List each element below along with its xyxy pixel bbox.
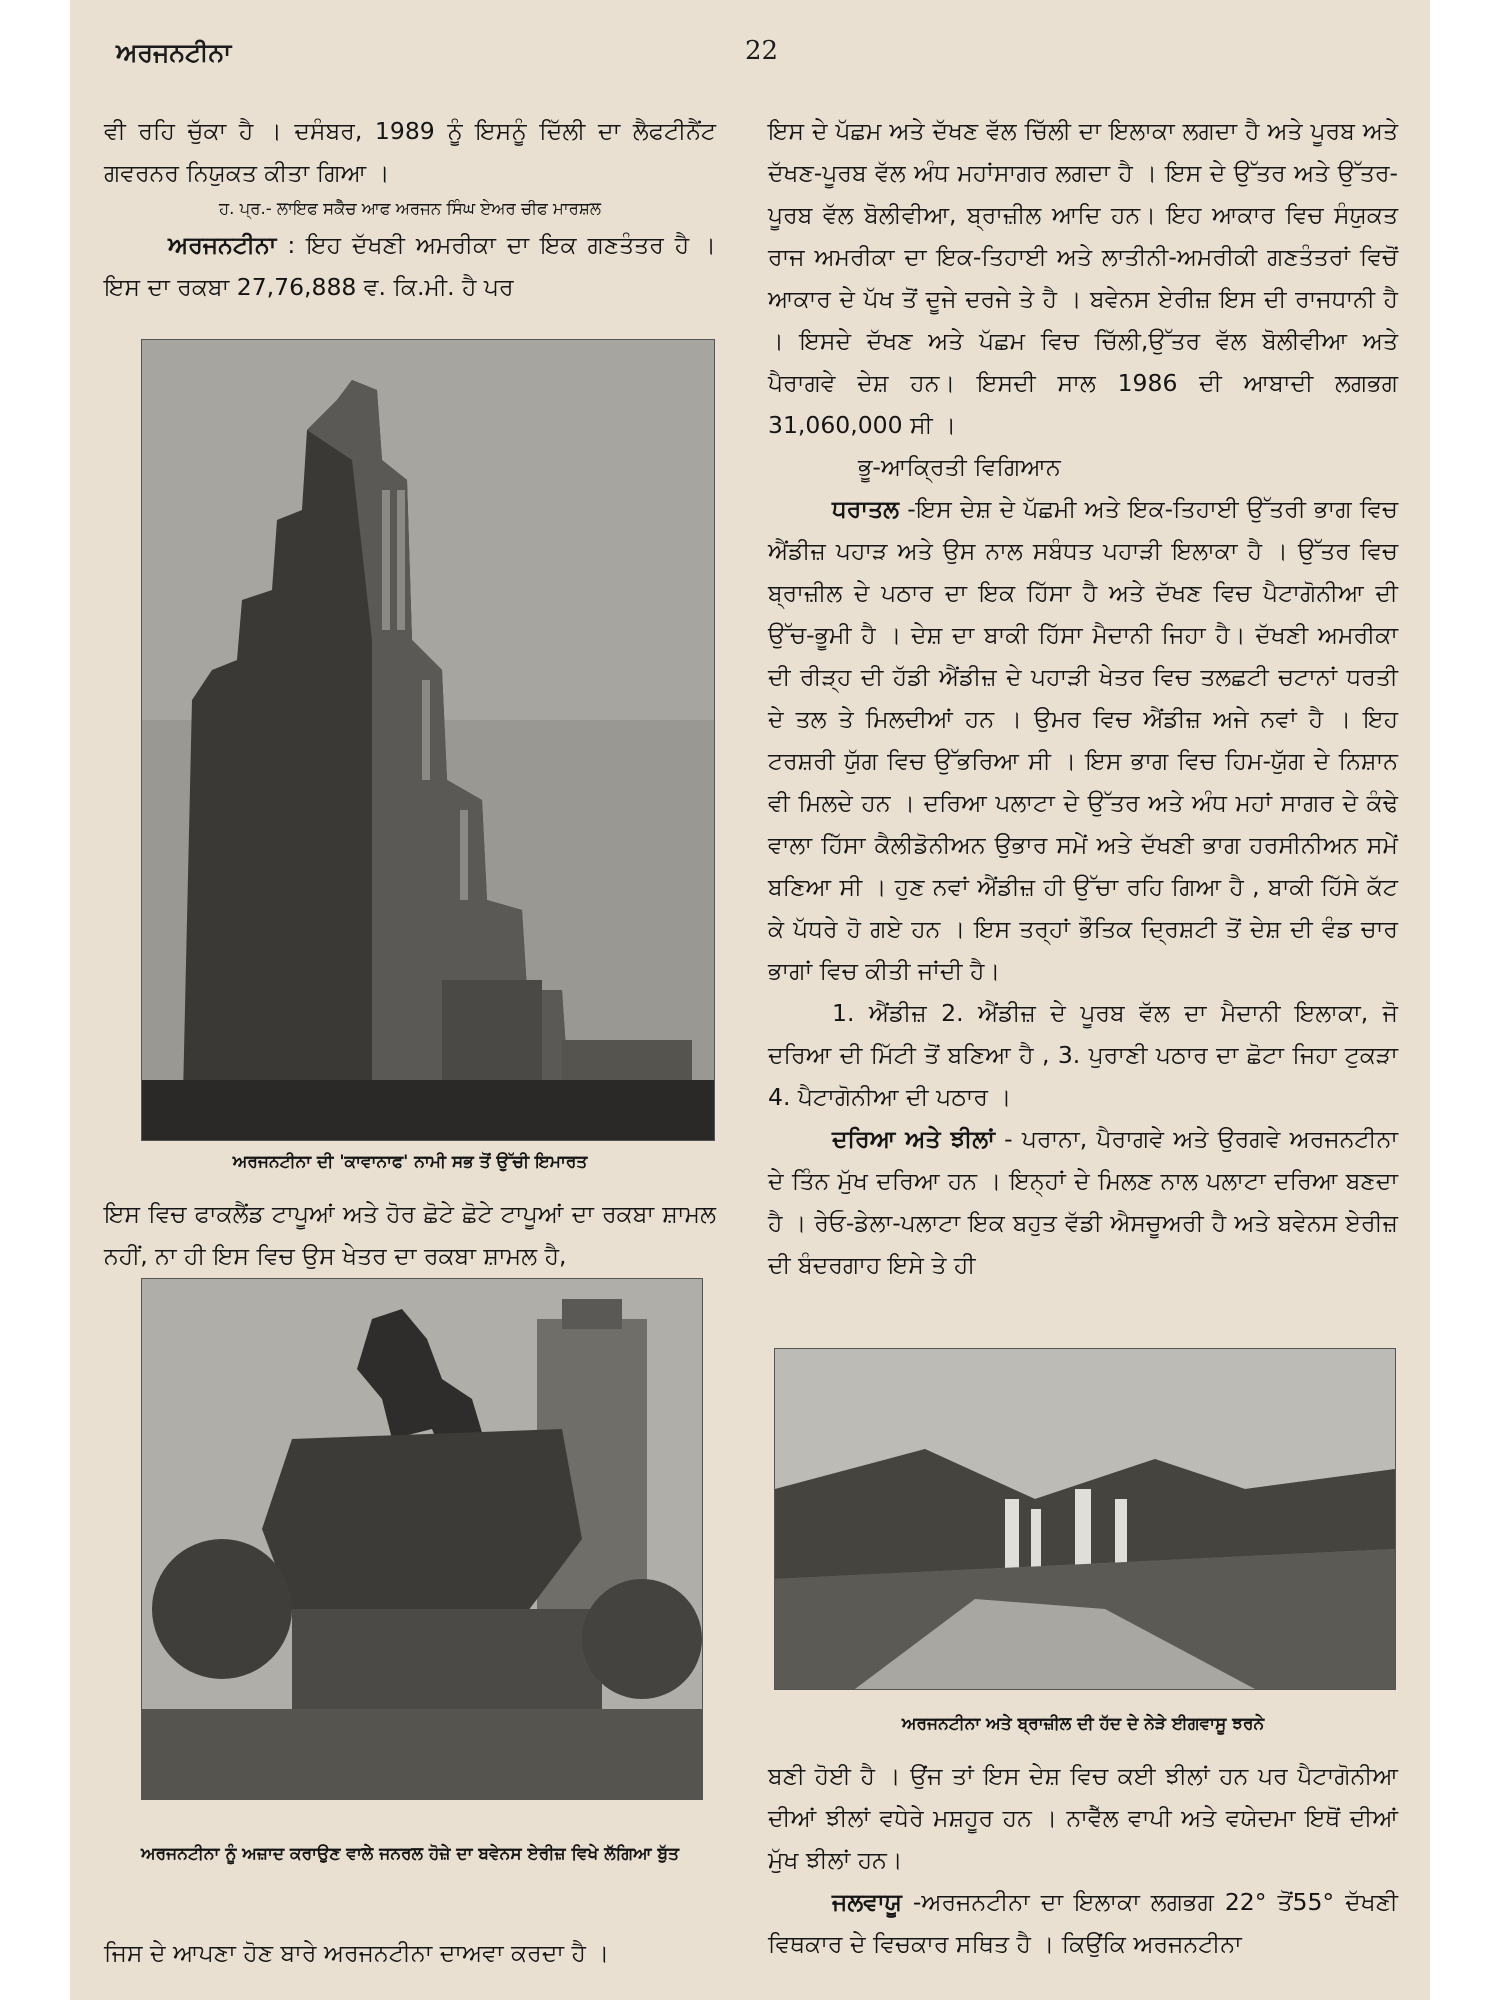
entry-term: ਧਰਾਤਲ — [832, 495, 900, 523]
photo-caption-statue: ਅਰਜਨਟੀਨਾ ਨੂੰ ਅਜ਼ਾਦ ਕਰਾਉਣ ਵਾਲੇ ਜਨਰਲ ਹੋਜ਼ੇ ਦਾ ਬਵੇਨਸ ਏਰੀਜ਼ ਵਿਖੇ ਲੱਗਿਆ ਬੁੱਤ — [141, 1844, 679, 1864]
waterfall-illustration — [775, 1349, 1395, 1689]
skyscraper-illustration — [142, 340, 714, 1140]
right-column-top — [768, 110, 1398, 1286]
left-column-top — [104, 110, 716, 308]
statue-illustration — [142, 1279, 702, 1799]
paragraph-biography-end: ਵੀ ਰਹਿ ਚੁੱਕਾ ਹੈ । ਦਸੰਬਰ, 1989 ਨੂੰ ਇਸਨੂੰ ਦਿੱਲੀ ਦਾ ਲੈਫਟੀਨੈਂਟ ਗਵਰਨਰ ਨਿਯੁਕਤ ਕੀਤਾ ਗਿਆ । — [104, 117, 716, 187]
paragraph-climate — [768, 1881, 1398, 1965]
paragraph-claim: ਜਿਸ ਦੇ ਆਪਣਾ ਹੋਣ ਬਾਰੇ ਅਰਜਨਟੀਨਾ ਦਾਅਵਾ ਕਰਦਾ ਹੈ । — [104, 1939, 610, 1967]
caption-block-3 — [768, 1710, 1398, 1738]
caption-block-1 — [104, 1148, 716, 1176]
paragraph-borders: ਇਸ ਦੇ ਪੱਛਮ ਅਤੇ ਦੱਖਣ ਵੱਲ ਚਿੱਲੀ ਦਾ ਇਲਾਕਾ ਲਗਦਾ ਹੈ ਅਤੇ ਪੂਰਬ ਅਤੇ ਦੱਖਣ-ਪੂਰਬ ਵੱਲ ਅੰਧ ਮਹਾਂਸਾਗਰ ਲਗਦਾ ਹੈ । ਇਸ ਦੇ ਉੱਤਰ ਅਤੇ ਉੱਤਰ-ਪੂਰਬ ਵੱਲ ਬੋਲੀਵੀਆ, ਬ੍ਰਾਜ਼ੀਲ ਆਦਿ ਹਨ। ਇਹ ਆਕਾਰ ਵਿਚ ਸੰਯੁਕਤ ਰਾਜ ਅਮਰੀਕਾ ਦਾ ਇਕ-ਤਿਹਾਈ ਅਤੇ ਲਾਤੀਨੀ-ਅਮਰੀਕੀ ਗਣਤੰਤਰਾਂ ਵਿਚੋਂ ਆਕਾਰ ਦੇ ਪੱਖ ਤੋਂ ਦੂਜੇ ਦਰਜੇ ਤੇ ਹੈ । ਬਵੇਨਸ ਏਰੀਜ਼ ਇਸ ਦੀ ਰਾਜਧਾਨੀ ਹੈ । ਇਸਦੇ ਦੱਖਣ ਅਤੇ ਪੱਛਮ ਵਿਚ ਚਿੱਲੀ,ਉੱਤਰ ਵੱਲ ਬੋਲੀਵੀਆ ਅਤੇ ਪੈਰਾਗਵੇ ਦੇਸ਼ ਹਨ। ਇਸਦੀ ਸਾਲ 1986 ਦੀ ਆਬਾਦੀ ਲਗਭਗ 31,060,000 ਸੀ । — [768, 117, 1398, 439]
paragraph-rivers-lakes — [768, 1118, 1398, 1286]
right-column-bottom — [768, 1755, 1398, 1965]
photo-kavanagh-building — [141, 339, 715, 1141]
paragraph-area-note: ਇਸ ਵਿਚ ਫਾਕਲੈਂਡ ਟਾਪੂਆਂ ਅਤੇ ਹੋਰ ਛੋਟੇ ਛੋਟੇ ਟਾਪੂਆਂ ਦਾ ਰਕਬਾ ਸ਼ਾਮਲ ਨਹੀਂ, ਨਾ ਹੀ ਇਸ ਵਿਚ ਉਸ ਖੇਤਰ ਦਾ ਰਕਬਾ ਸ਼ਾਮਲ ਹੈ, — [104, 1200, 716, 1270]
photo-caption-building: ਅਰਜਨਟੀਨਾ ਦੀ 'ਕਾਵਾਨਾਫ' ਨਾਮੀ ਸਭ ਤੋਂ ਉੱਚੀ ਇਮਾਰਤ — [232, 1152, 588, 1172]
running-header: ਅਰਜਨਟੀਨਾ — [116, 38, 232, 67]
paragraph-divisions: 1. ਐਂਡੀਜ਼ 2. ਐਂਡੀਜ਼ ਦੇ ਪੂਰਬ ਵੱਲ ਦਾ ਮੈਦਾਨੀ ਇਲਾਕਾ, ਜੋ ਦਰਿਆ ਦੀ ਮਿੱਟੀ ਤੋਂ ਬਣਿਆ ਹੈ , 3. ਪੁਰਾਣੀ ਪਠਾਰ ਦਾ ਛੋਟਾ ਜਿਹਾ ਟੁਕੜਾ 4. ਪੈਟਾਗੋਨੀਆ ਦੀ ਪਠਾਰ । — [768, 999, 1398, 1111]
entry-text: -ਇਸ ਦੇਸ਼ ਦੇ ਪੱਛਮੀ ਅਤੇ ਇਕ-ਤਿਹਾਈ ਉੱਤਰੀ ਭਾਗ ਵਿਚ ਐਂਡੀਜ਼ ਪਹਾੜ ਅਤੇ ਉਸ ਨਾਲ ਸਬੰਧਤ ਪਹਾੜੀ ਇਲਾਕਾ ਹੈ । ਉੱਤਰ ਵਿਚ ਬ੍ਰਾਜ਼ੀਲ ਦੇ ਪਠਾਰ ਦਾ ਇਕ ਹਿੱਸਾ ਹੈ ਅਤੇ ਦੱਖਣ ਵਿਚ ਪੈਟਾਗੋਨੀਆ ਦੀ ਉੱਚ-ਭੂਮੀ ਹੈ । ਦੇਸ਼ ਦਾ ਬਾਕੀ ਹਿੱਸਾ ਮੈਦਾਨੀ ਜਿਹਾ ਹੈ। ਦੱਖਣੀ ਅਮਰੀਕਾ ਦੀ ਰੀੜ੍ਹ ਦੀ ਹੱਡੀ ਐਂਡੀਜ਼ ਦੇ ਪਹਾੜੀ ਖੇਤਰ ਵਿਚ ਤਲਛਟੀ ਚਟਾਨਾਂ ਧਰਤੀ ਦੇ ਤਲ ਤੇ ਮਿਲਦੀਆਂ ਹਨ । ਉਮਰ ਵਿਚ ਐਂਡੀਜ਼ ਅਜੇ ਨਵਾਂ ਹੈ । ਇਹ ਟਰਸ਼ਰੀ ਯੁੱਗ ਵਿਚ ਉੱਭਰਿਆ ਸੀ । ਇਸ ਭਾਗ ਵਿਚ ਹਿਮ-ਯੁੱਗ ਦੇ ਨਿਸ਼ਾਨ ਵੀ ਮਿਲਦੇ ਹਨ । ਦਰਿਆ ਪਲਾਟਾ ਦੇ ਉੱਤਰ ਅਤੇ ਅੰਧ ਮਹਾਂ ਸਾਗਰ ਦੇ ਕੰਢੇ ਵਾਲਾ ਹਿੱਸਾ ਕੈਲੀਡੋਨੀਅਨ ਉਭਾਰ ਸਮੇਂ ਅਤੇ ਦੱਖਣੀ ਭਾਗ ਹਰਸੀਨੀਅਨ ਸਮੇਂ ਬਣਿਆ ਸੀ । ਹੁਣ ਨਵਾਂ ਐਂਡੀਜ਼ ਹੀ ਉੱਚਾ ਰਹਿ ਗਿਆ ਹੈ , ਬਾਕੀ ਹਿੱਸੇ ਕੱਟ ਕੇ ਪੱਧਰੇ ਹੋ ਗਏ ਹਨ । ਇਸ ਤਰ੍ਹਾਂ ਭੌਤਿਕ ਦ੍ਰਿਸ਼ਟੀ ਤੋਂ ਦੇਸ਼ ਦੀ ਵੰਡ ਚਾਰ ਭਾਗਾਂ ਵਿਚ ਕੀਤੀ ਜਾਂਦੀ ਹੈ। — [768, 495, 1398, 985]
photo-iguazu-falls — [774, 1348, 1396, 1690]
left-column-bottom — [104, 1932, 716, 1974]
entry-text: -ਅਰਜਨਟੀਨਾ ਦਾ ਇਲਾਕਾ ਲਗਭਗ 22° ਤੋਂ55° ਦੱਖਣੀ ਵਿਥਕਾਰ ਦੇ ਵਿਚਕਾਰ ਸਥਿਤ ਹੈ । ਕਿਉਂਕਿ ਅਰਜਨਟੀਨਾ — [768, 1888, 1398, 1958]
page-number: 22 — [745, 36, 779, 66]
paragraph-argentina-intro — [104, 224, 716, 308]
caption-block-2 — [104, 1840, 716, 1868]
entry-text: : ਇਹ ਦੱਖਣੀ ਅਮਰੀਕਾ ਦਾ ਇਕ ਗਣਤੰਤਰ ਹੈ । ਇਸ ਦਾ ਰਕਬਾ 27,76,888 ਵ. ਕਿ.ਮੀ. ਹੈ ਪਰ — [104, 231, 716, 301]
section-heading-physiography: ਭੂ-ਆਕ੍ਰਿਤੀ ਵਿਗਿਆਨ — [858, 453, 1061, 481]
entry-text: - ਪਰਾਨਾ, ਪੈਰਾਗਵੇ ਅਤੇ ਉਰਗਵੇ ਅਰਜਨਟੀਨਾ ਦੇ ਤਿੰਨ ਮੁੱਖ ਦਰਿਆ ਹਨ । ਇਨ੍ਹਾਂ ਦੇ ਮਿਲਣ ਨਾਲ ਪਲਾਟਾ ਦਰਿਆ ਬਣਦਾ ਹੈ । ਰੇਓ-ਡੇਲਾ-ਪਲਾਟਾ ਇਕ ਬਹੁਤ ਵੱਡੀ ਐਸਚੂਅਰੀ ਹੈ ਅਤੇ ਬਵੇਨਸ ਏਰੀਜ਼ ਦੀ ਬੰਦਰਗਾਹ ਇਸੇ ਤੇ ਹੀ — [768, 1125, 1398, 1279]
reference-line: ਹ. ਪ੍ਰ.- ਲਾਇਫ ਸਕੈੱਚ ਆਫ ਅਰਜਨ ਸਿੰਘ ਏਅਰ ਚੀਫ ਮਾਰਸ਼ਲ — [218, 199, 601, 218]
paragraph-lakes: ਬਣੀ ਹੋਈ ਹੈ । ਉਂਜ ਤਾਂ ਇਸ ਦੇਸ਼ ਵਿਚ ਕਈ ਝੀਲਾਂ ਹਨ ਪਰ ਪੈਟਾਗੋਨੀਆ ਦੀਆਂ ਝੀਲਾਂ ਵਧੇਰੇ ਮਸ਼ਹੂਰ ਹਨ । ਨਾਵੈੱਲ ਵਾਪੀ ਅਤੇ ਵਯੇਦਮਾ ਇਥੋਂ ਦੀਆਂ ਮੁੱਖ ਝੀਲਾਂ ਹਨ। — [768, 1762, 1398, 1874]
entry-term: ਦਰਿਆ ਅਤੇ ਝੀਲਾਂ — [832, 1125, 995, 1153]
photo-general-statue — [141, 1278, 703, 1800]
photo-caption-falls: ਅਰਜਨਟੀਨਾ ਅਤੇ ਬ੍ਰਾਜ਼ੀਲ ਦੀ ਹੱਦ ਦੇ ਨੇੜੇ ਈਗਵਾਸੂ ਝਰਨੇ — [901, 1714, 1265, 1734]
entry-term: ਅਰਜਨਟੀਨਾ — [168, 231, 277, 259]
left-column-middle — [104, 1193, 716, 1277]
paragraph-surface — [768, 488, 1398, 992]
entry-term: ਜਲਵਾਯੂ — [832, 1888, 902, 1916]
